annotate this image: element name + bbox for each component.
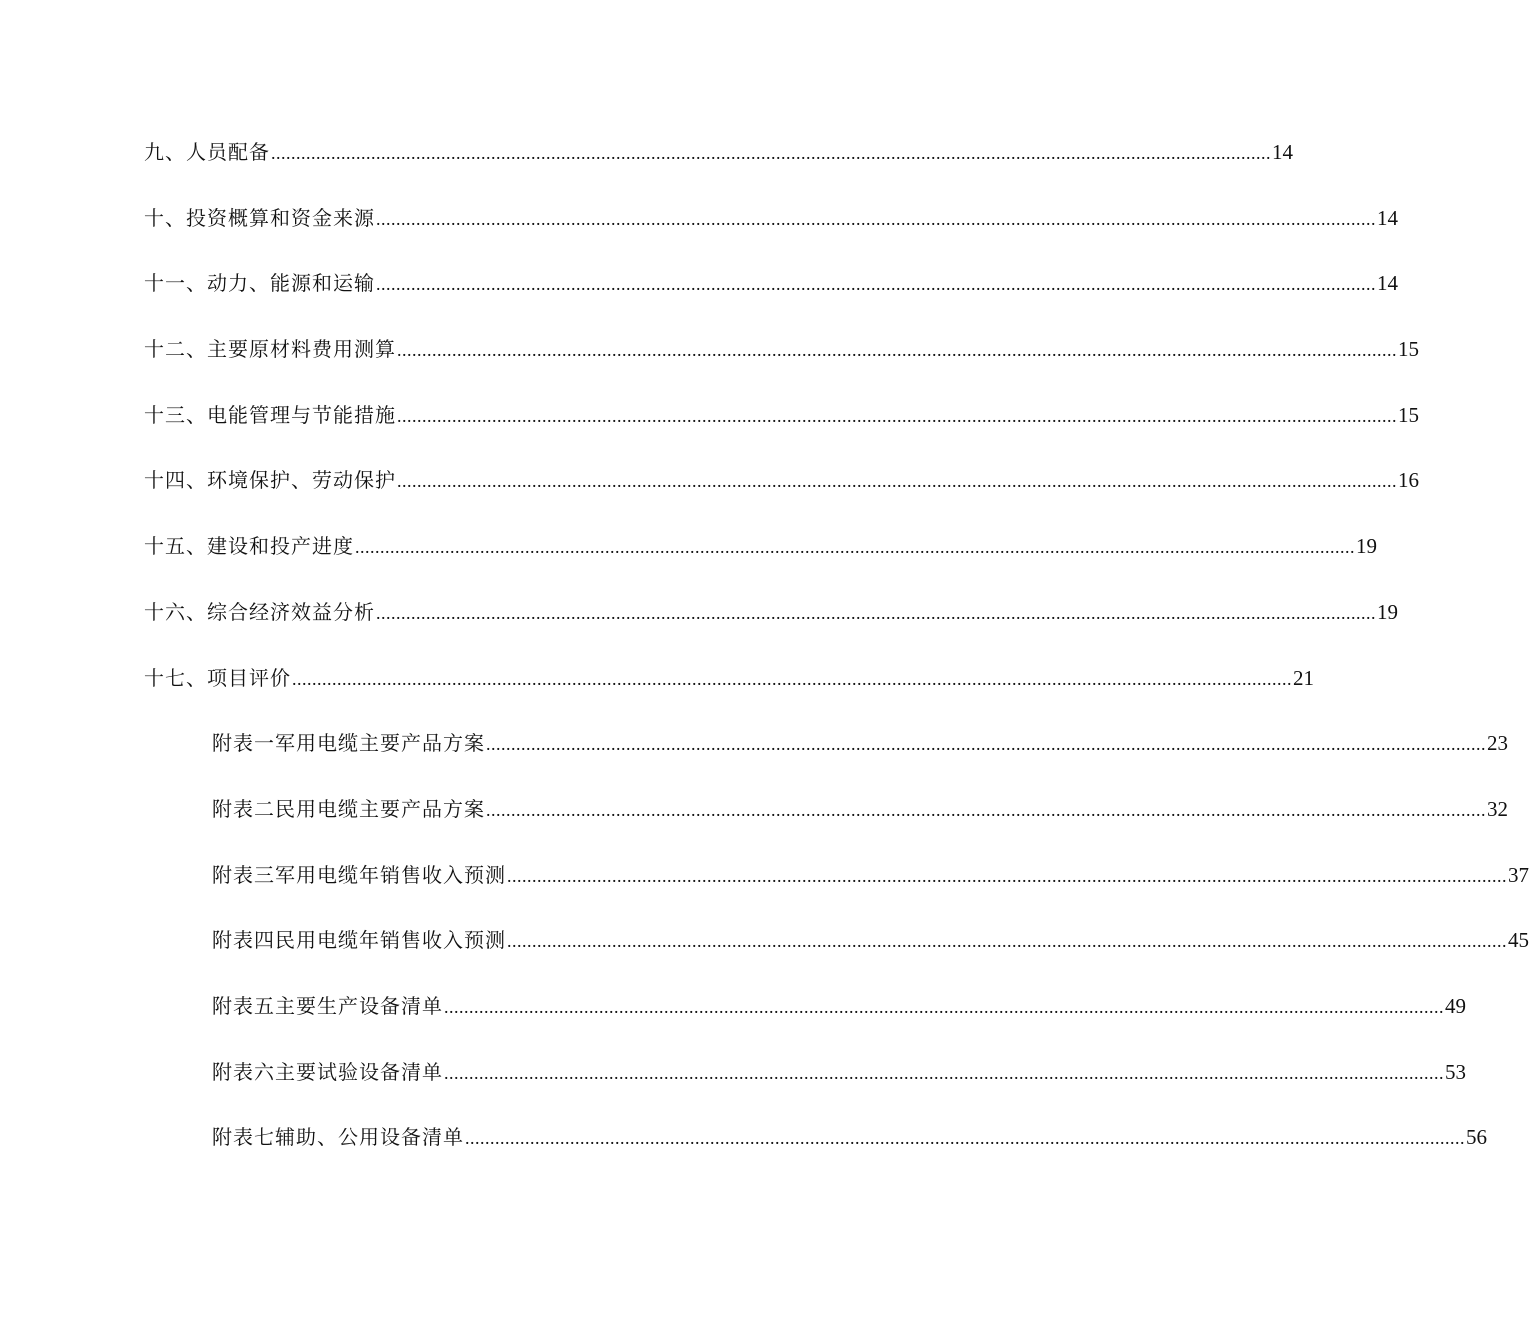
toc-entry-title: 附表一军用电缆主要产品方案 xyxy=(212,731,485,756)
toc-dot-leader: ........................................................................................................................................................................................................ xyxy=(486,799,1486,820)
toc-page-number: 56 xyxy=(1466,1125,1487,1150)
toc-dot-leader: ........................................................................................................................................................................................................ xyxy=(507,931,1507,952)
toc-page-number: 15 xyxy=(1398,337,1419,362)
toc-entry[interactable] xyxy=(144,327,1419,393)
toc-entry[interactable] xyxy=(144,524,1377,590)
toc-appendix-entry[interactable] xyxy=(144,1050,1466,1116)
toc-appendix-entry[interactable] xyxy=(144,1115,1487,1181)
toc-dot-leader: ........................................................................................................................................................................................................ xyxy=(486,734,1486,755)
toc-entry-title: 十七、项目评价 xyxy=(144,665,291,690)
toc-dot-leader: ........................................................................................................................................................................................................ xyxy=(507,865,1507,886)
toc-entry-title: 附表四民用电缆年销售收入预测 xyxy=(212,928,506,953)
toc-page-number: 14 xyxy=(1377,271,1398,296)
toc-dot-leader: ........................................................................................................................................................................................................ xyxy=(271,143,1271,163)
toc-dot-leader: ........................................................................................................................................................................................................ xyxy=(292,668,1292,689)
toc-page-number: 23 xyxy=(1487,731,1508,756)
toc-page-number: 14 xyxy=(1377,205,1398,230)
toc-entry[interactable] xyxy=(144,656,1314,722)
toc-appendix-entry[interactable] xyxy=(144,787,1508,853)
toc-entry-title: 附表五主要生产设备清单 xyxy=(212,993,443,1018)
toc-entry-title: 十、投资概算和资金来源 xyxy=(144,205,375,230)
toc-appendix-entry[interactable] xyxy=(144,853,1529,919)
toc-appendix-entry[interactable] xyxy=(144,721,1508,787)
toc-page-number: 19 xyxy=(1377,599,1398,624)
toc-entry-title: 十三、电能管理与节能措施 xyxy=(144,402,396,427)
toc-page-number: 16 xyxy=(1398,468,1419,493)
toc-page-number: 19 xyxy=(1356,534,1377,559)
toc-entry-title: 附表七辅助、公用设备清单 xyxy=(212,1125,464,1150)
toc-page-number: 14 xyxy=(1272,140,1293,164)
toc-dot-leader: ........................................................................................................................................................................................................ xyxy=(397,405,1397,426)
toc-dot-leader: ........................................................................................................................................................................................................ xyxy=(376,602,1376,623)
toc-page-number: 15 xyxy=(1398,402,1419,427)
toc-appendix-entry[interactable] xyxy=(144,918,1529,984)
toc-entry[interactable] xyxy=(144,130,1293,196)
table-of-contents xyxy=(144,130,1529,1181)
toc-entry[interactable] xyxy=(144,393,1419,459)
toc-dot-leader: ........................................................................................................................................................................................................ xyxy=(376,274,1376,295)
toc-entry[interactable] xyxy=(144,458,1419,524)
toc-entry-title: 十六、综合经济效益分析 xyxy=(144,599,375,624)
toc-entry-title: 十五、建设和投产进度 xyxy=(144,534,354,559)
toc-entry[interactable] xyxy=(144,261,1398,327)
toc-dot-leader: ........................................................................................................................................................................................................ xyxy=(465,1128,1465,1149)
toc-dot-leader: ........................................................................................................................................................................................................ xyxy=(444,1062,1444,1083)
toc-entry-title: 附表三军用电缆年销售收入预测 xyxy=(212,862,506,887)
toc-appendix-entry[interactable] xyxy=(144,984,1466,1050)
toc-dot-leader: ........................................................................................................................................................................................................ xyxy=(444,996,1444,1017)
toc-dot-leader: ........................................................................................................................................................................................................ xyxy=(376,208,1376,229)
toc-dot-leader: ........................................................................................................................................................................................................ xyxy=(397,340,1397,361)
toc-entry-title: 附表六主要试验设备清单 xyxy=(212,1059,443,1084)
toc-entry-title: 十二、主要原材料费用测算 xyxy=(144,337,396,362)
toc-page-number: 32 xyxy=(1487,796,1508,821)
toc-dot-leader: ........................................................................................................................................................................................................ xyxy=(355,537,1355,558)
toc-entry-title: 九、人员配备 xyxy=(144,140,270,164)
toc-entry[interactable] xyxy=(144,196,1398,262)
toc-page-number: 37 xyxy=(1508,862,1529,887)
toc-entry-title: 附表二民用电缆主要产品方案 xyxy=(212,796,485,821)
toc-page-number: 53 xyxy=(1445,1059,1466,1084)
toc-dot-leader: ........................................................................................................................................................................................................ xyxy=(397,471,1397,492)
toc-page-number: 45 xyxy=(1508,928,1529,953)
toc-entry-title: 十一、动力、能源和运输 xyxy=(144,271,375,296)
toc-page-number: 49 xyxy=(1445,993,1466,1018)
toc-entry-title: 十四、环境保护、劳动保护 xyxy=(144,468,396,493)
toc-page-number: 21 xyxy=(1293,665,1314,690)
toc-entry[interactable] xyxy=(144,590,1398,656)
